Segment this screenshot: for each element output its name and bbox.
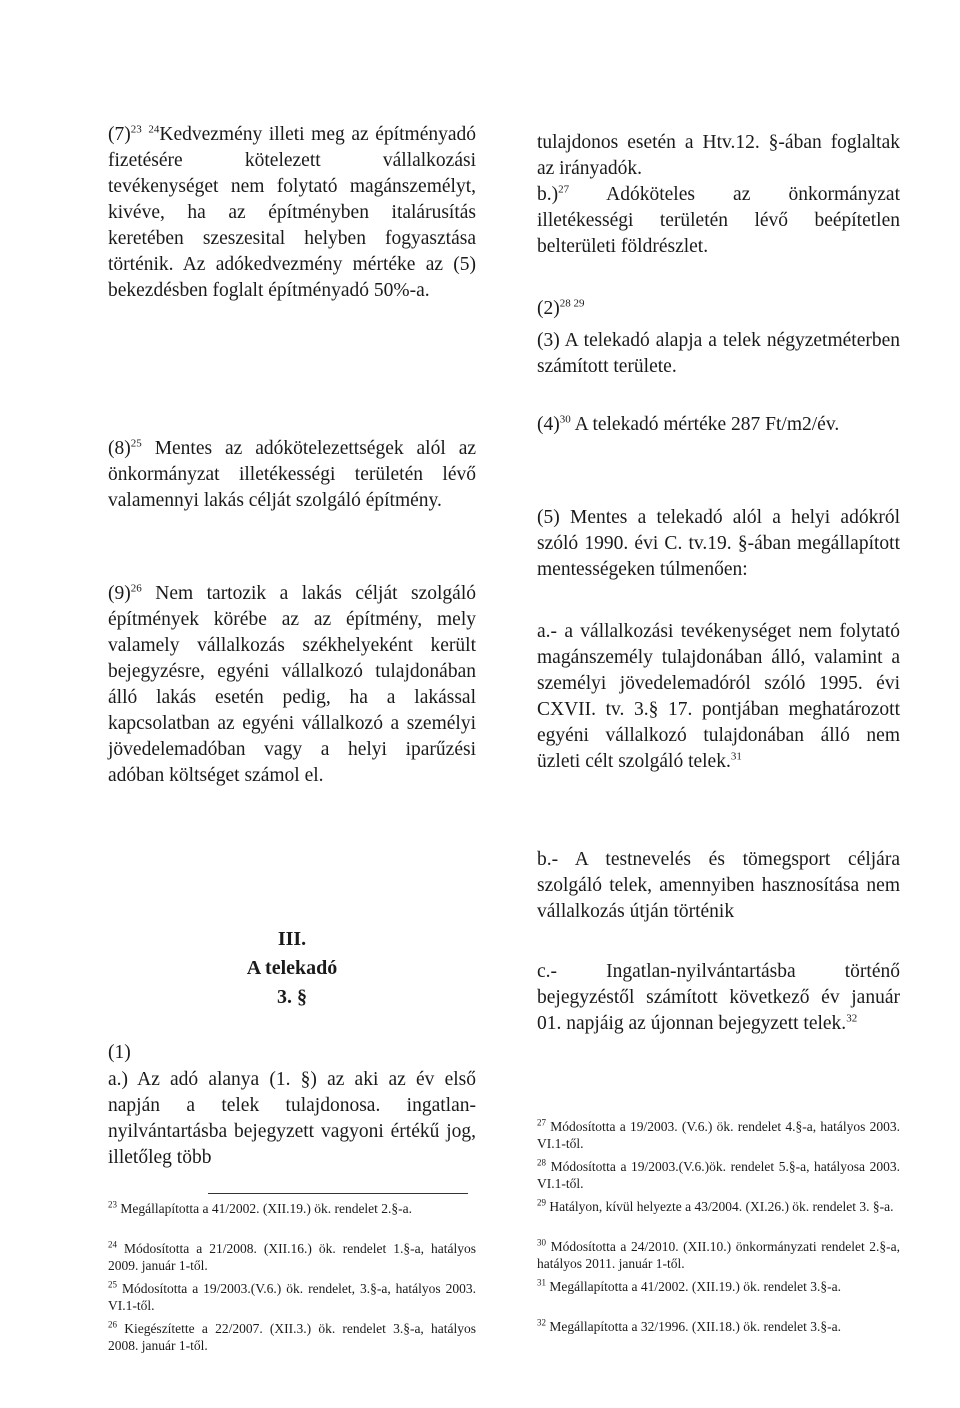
footnote: $^{24}$ Módosította a 21/2008. (XII.16.) ök. rendelet 1.§-a, hatályos 2009. január 1-től. bbox=[108, 1239, 476, 1273]
footnote-ref: 31 bbox=[730, 750, 742, 763]
item-a bbox=[537, 619, 900, 775]
paragraph-1-number: (1) bbox=[108, 1042, 131, 1063]
footnote: $^{29}$ Hatályon, kívül helyezte a 43/2004. (XI.26.) ök. rendelet 3. §-a. bbox=[537, 1197, 894, 1214]
footnote: $^{32}$ Megállapította a 32/1996. (XII.18.) ök. rendelet 3.§-a. bbox=[537, 1317, 842, 1334]
footnote-ref: 26 bbox=[130, 582, 142, 595]
paragraph-3: (3) A telekadó alapja a telek négyzetméterben számított területe. bbox=[537, 330, 900, 377]
paragraph-number: (7) bbox=[108, 124, 131, 145]
footnote-ref: 32 bbox=[846, 1012, 858, 1025]
item-text: c.- Ingatlan-nyilvántartásba történő bejegyzéstől számított következő év január 01. napjáig az újonnan bejegyzett telek. bbox=[537, 961, 900, 1034]
footnote: $^{23}$ Megállapította a 41/2002. (XII.19.) ök. rendelet 2.§-a. bbox=[108, 1199, 413, 1216]
footnote: $^{26}$ Kiegészítette a 22/2007. (XII.3.) ök. rendelet 3.§-a, hatályos 2008. január 1-től. bbox=[108, 1319, 477, 1353]
paragraph-2 bbox=[537, 296, 900, 322]
chapter-number: III. bbox=[277, 928, 307, 950]
footnote-separator bbox=[208, 1193, 468, 1194]
footnote: $^{28}$ Módosította a 19/2003.(V.6.)ök. rendelet 5.§-a, hatályosa 2003. VI.1-től. bbox=[537, 1157, 901, 1191]
item-c bbox=[537, 959, 900, 1037]
footnote: $^{27}$ Módosította a 19/2003. (V.6.) ök. rendelet 4.§-a, hatályos 2003. VI.1-től. bbox=[537, 1117, 901, 1151]
paragraph-continuation: tulajdonos esetén a Htv.12. §-ában foglaltak az irányadók. bbox=[537, 132, 900, 179]
section-number: 3. § bbox=[277, 986, 307, 1008]
footnote-ref: 27 bbox=[558, 183, 570, 196]
paragraph-text: Mentes az adókötelezettségek alól az önkormányzat illetékességi területén lévő valamennyi lakás célját szolgáló építmény. bbox=[108, 438, 476, 511]
paragraph-1-text: a.) Az adó alanya (1. §) az aki az év első napján a telek tulajdonosa. ingatlan-nyilvántartásba bejegyzett vagyoni értékű jog, illetőleg több bbox=[108, 1069, 476, 1168]
item-b: b.- A testnevelés és tömegsport céljára szolgáló telek, amennyiben hasznosítása nem vállalkozás útján történik bbox=[537, 849, 900, 922]
footnote-ref: 30 bbox=[559, 413, 571, 426]
paragraph-text: Nem tartozik a lakás célját szolgáló építmények körébe az az építmény, mely valamely vállalkozás székhelyeként került bejegyzésre, egyéni vállalkozó tulajdonában álló lakás esetén pedig, ha a lakással kapcsolatban az egyéni vállalkozó a személyi jövedelemadóban vagy a helyi iparűzési adóban költséget számol el. bbox=[108, 583, 477, 786]
paragraph-number: (2) bbox=[537, 298, 560, 319]
footnote: $^{25}$ Módosította a 19/2003.(V.6.) ök. rendelet, 3.§-a, hatályos 2003. VI.1-től. bbox=[108, 1279, 477, 1313]
footnote: $^{30}$ Módosította a 24/2010. (XII.10.) önkormányzati rendelet 2.§-a, hatályos 2011. január 1-től. bbox=[537, 1237, 901, 1271]
footnote: $^{31}$ Megállapította a 41/2002. (XII.19.) ök. rendelet 3.§-a. bbox=[537, 1277, 842, 1294]
paragraph-9 bbox=[108, 581, 476, 789]
paragraph-text: Adóköteles az önkormányzat illetékességi területén lévő beépítetlen belterületi földrészlet. bbox=[537, 184, 900, 257]
paragraph-4 bbox=[537, 412, 900, 438]
footnote-ref: 23 bbox=[130, 123, 142, 136]
footnote-ref: 24 bbox=[148, 123, 160, 136]
paragraph-8 bbox=[108, 436, 476, 514]
paragraph-number: (9) bbox=[108, 583, 131, 604]
paragraph-5: (5) Mentes a telekadó alól a helyi adókról szóló 1990. évi C. tv.19. §-ában megállapított mentességeken túlmenően: bbox=[537, 507, 900, 580]
footnote-ref: 25 bbox=[130, 437, 142, 450]
paragraph-number: (8) bbox=[108, 438, 131, 459]
footnote-ref: 28 29 bbox=[559, 297, 585, 310]
paragraph-number: (4) bbox=[537, 414, 560, 435]
chapter-title: A telekadó bbox=[246, 957, 338, 979]
item-label: b.) bbox=[537, 184, 559, 205]
paragraph-7 bbox=[108, 122, 476, 304]
item-text: a.- a vállalkozási tevékenységet nem folytató magánszemély tulajdonában álló, valamint a személyi jövedelemadóról szóló 1995. évi CXVII. tv. 3.§ 17. pontjában meghatározott egyéni vállalkozó tulajdonában álló nem üzleti célt szolgáló telek. bbox=[537, 621, 900, 772]
paragraph-text: A telekadó mértéke 287 Ft/m2/év. bbox=[574, 414, 840, 435]
paragraph-text: Kedvezmény illeti meg az építményadó fizetésére kötelezett vállalkozási tevékenységet nem folytató magánszemélyt, kivéve, ha az építményben italárusítás keretében szeszesital helyben fogyasztása történik. Az adókedvezmény mértéke az (5) bekezdésben foglalt építményadó 50%-a. bbox=[108, 124, 476, 301]
paragraph-b bbox=[537, 182, 900, 260]
